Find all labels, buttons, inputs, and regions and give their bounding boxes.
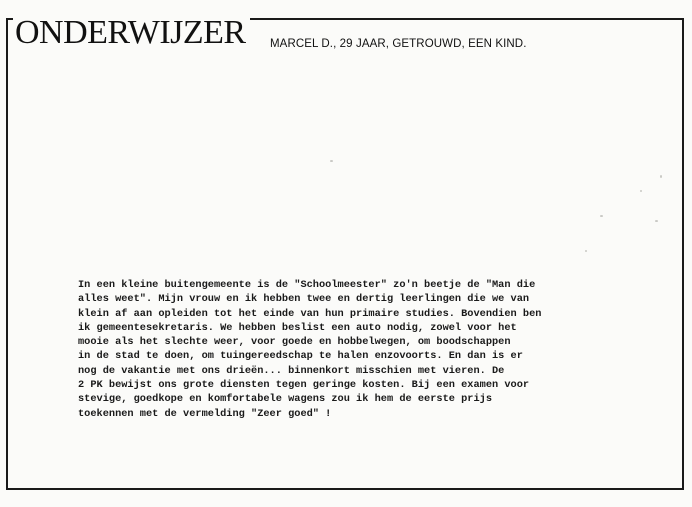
body-paragraph	[78, 278, 598, 421]
body-line: stevige, goedkope en komfortabele wagens zou ik hem de eerste prijs	[78, 393, 493, 406]
body-line: alles weet". Mijn vrouw en ik hebben twee en dertig leerlingen die we van	[78, 293, 530, 306]
body-line: mooie als het slechte weer, voor goede en hobbelwegen, om boodschappen	[78, 336, 511, 349]
paper-speck	[655, 220, 658, 222]
paper-speck	[640, 190, 642, 192]
paper-speck	[660, 175, 662, 178]
paper-speck	[585, 250, 587, 252]
page-title: ONDERWIJZER	[13, 14, 250, 52]
body-line: toekennen met de vermelding "Zeer goed" !	[78, 407, 332, 420]
body-line: in de stad te doen, om tuingereedschap te halen enzovoorts. En dan is er	[78, 350, 523, 363]
body-line: ik gemeentesekretaris. We hebben beslist een auto nodig, zowel voor het	[78, 321, 517, 334]
paper-speck	[600, 215, 603, 217]
body-line: klein af aan opleiden tot het einde van hun primaire studies. Bovendien ben	[78, 307, 542, 320]
body-line: 2 PK bewijst ons grote diensten tegen geringe kosten. Bij een examen voor	[78, 379, 530, 392]
paper-speck	[330, 160, 333, 162]
page-subtitle: MARCEL D., 29 JAAR, GETROUWD, EEN KIND.	[270, 38, 527, 50]
body-line: nog de vakantie met ons drieën... binnenkort misschien met vieren. De	[78, 364, 505, 377]
body-line: In een kleine buitengemeente is de "Schoolmeester" zo'n beetje de "Man die	[78, 279, 536, 291]
